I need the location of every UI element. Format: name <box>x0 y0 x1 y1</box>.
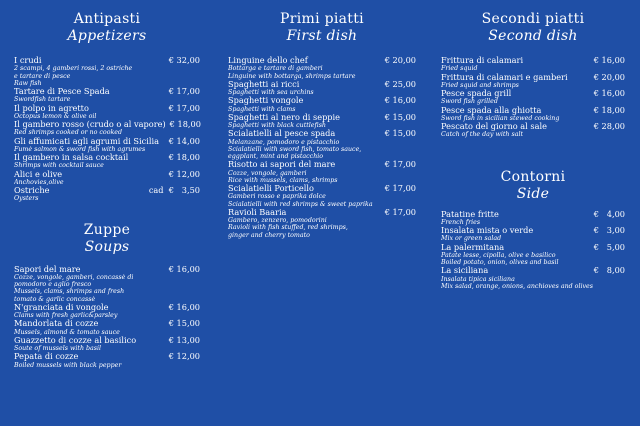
menu-item-row <box>14 352 200 361</box>
menu-item-price: € 16,00 <box>168 263 200 274</box>
column-right <box>441 0 625 290</box>
menu-item-name: Sapori del mare <box>14 263 81 274</box>
menu-item-price: € 8,00 <box>593 265 625 276</box>
menu-item-description: Cozze, vongole, gamberi, concassè di <box>14 273 134 281</box>
menu-item-name: N'granciata di vongole <box>14 301 109 312</box>
menu-item-price: € 15,00 <box>384 111 416 122</box>
section-secondi-piatti <box>441 11 625 139</box>
primi-subtitle: First dish <box>286 28 358 44</box>
menu-item-price: € 12,00 <box>168 351 200 362</box>
menu-item-price: € 16,00 <box>593 55 625 65</box>
menu-item-price: € 18,00 <box>593 104 625 115</box>
menu-item-row <box>14 104 200 113</box>
menu-item-price: € 20,00 <box>384 55 416 65</box>
menu-item <box>14 56 200 87</box>
menu-item-price: € 13,00 <box>168 334 200 345</box>
menu-item-price: € 4,00 <box>593 208 625 219</box>
menu-item-description: Clams with fresh garlic&parsley <box>14 312 118 320</box>
menu-item <box>228 208 416 239</box>
menu-item-name: Gli affumicati agli agrumi di Sicilia <box>14 135 159 146</box>
menu-item-description: Oysters <box>14 195 39 203</box>
menu-item-row <box>228 129 416 138</box>
menu-item-description: tomato & garlic concassè <box>14 295 96 303</box>
menu-item-price: € 17,00 <box>384 206 416 217</box>
zuppe-subtitle: Soups <box>84 238 130 255</box>
menu-item-name: Pescato del giorno al sale <box>441 121 547 131</box>
menu-item-row <box>228 80 416 89</box>
menu-item-name: Spaghetti al nero di seppie <box>228 111 341 122</box>
menu-item <box>228 113 416 130</box>
menu-item-row <box>14 56 200 65</box>
menu-item-description: Bottarga e tartare di gamberi <box>228 65 323 73</box>
menu-item-row <box>441 210 625 219</box>
menu-item-name: Frittura di calamari e gamberi <box>441 71 568 82</box>
menu-item-price: € 28,00 <box>593 121 625 131</box>
zuppe-title: Zuppe <box>83 221 131 238</box>
menu-item-description: Catch of the day with salt <box>441 131 523 139</box>
secondi-title: Secondi piatti <box>481 11 585 27</box>
menu-item-description: Boiled potato, onion, olives and basil <box>441 259 559 266</box>
menu-item-row <box>441 89 625 98</box>
menu-item-row <box>441 122 625 131</box>
menu-item-description: French fries <box>441 218 481 226</box>
menu-item-description: Mix or green salad <box>441 235 502 243</box>
menu-item-description: Fumè salmon & sword fish with agrumes <box>14 145 146 153</box>
menu-item <box>14 265 200 303</box>
menu-item-description: Spaghetti with black cuttlefish <box>228 122 326 129</box>
menu-item-price: € 16,00 <box>384 95 416 106</box>
menu-item-name: Spaghetti vongole <box>228 95 304 106</box>
antipasti-subtitle: Appetizers <box>67 28 147 44</box>
menu-item-row <box>441 73 625 82</box>
menu-item-row <box>14 265 200 274</box>
zuppe-item-list <box>14 265 200 369</box>
menu-item-description: Swordfish tartare <box>14 96 71 104</box>
menu-item-price: € 17,00 <box>168 102 200 113</box>
menu-item-row <box>441 243 625 252</box>
menu-item-price: cad € 3,50 <box>148 185 200 196</box>
menu-item-row <box>14 120 200 129</box>
menu-item <box>14 352 200 369</box>
menu-item-price: € 16,00 <box>168 301 200 312</box>
menu-item-name: La palermitana <box>441 241 505 252</box>
menu-item-name: Pesce spada alla ghiotta <box>441 104 542 115</box>
section-zuppe <box>14 222 200 369</box>
menu-item <box>441 210 625 227</box>
menu-item-description: Ravioli with fish stuffed, red shrimps, <box>228 224 348 232</box>
column-middle <box>228 0 416 239</box>
menu-item <box>228 129 416 160</box>
menu-item-name: Tartare di Pesce Spada <box>14 86 110 97</box>
menu-item-description: Rice with mussels, clams, shrimps <box>228 176 338 184</box>
menu-item-name: Il gambero rosso (crudo o al vapore) <box>14 119 166 130</box>
menu-item-description: Octopus lemon & olive oil <box>14 112 97 120</box>
menu-item-name: Patatine fritte <box>441 208 499 219</box>
menu-item-description: Anchovies,olive <box>14 178 64 186</box>
menu-item-row <box>14 186 200 195</box>
menu-item <box>14 87 200 104</box>
menu-item-row <box>441 266 625 275</box>
menu-item <box>228 96 416 113</box>
menu-item-description: Mix salad, orange, onions, anchioves and olives <box>441 282 594 290</box>
menu-item-row <box>228 208 416 217</box>
menu-item-price: € 12,00 <box>168 168 200 179</box>
menu-item-description: Mussels, almond & tomato sauce <box>14 328 120 336</box>
menu-item-row <box>441 56 625 65</box>
contorni-title: Contorni <box>500 168 566 185</box>
menu-item-description: Spaghetti with clams <box>228 105 296 113</box>
menu-item-description: Cozze, vongole, gamberi <box>228 169 307 177</box>
contorni-item-list <box>441 210 625 291</box>
menu-item-name: Frittura di calamari <box>441 55 524 65</box>
menu-item-description: Scialatielli with red shrimps & sweet paprika <box>228 200 373 208</box>
menu-item <box>441 243 625 267</box>
menu-item <box>228 160 416 184</box>
section-primi-piatti <box>228 11 416 239</box>
menu-item-row <box>14 137 200 146</box>
menu-item-description: Red shrimps cooked or no cooked <box>14 129 123 137</box>
menu-item-price: € 32,00 <box>168 55 200 65</box>
menu-item-description: Soute of mussels with basil <box>14 345 102 353</box>
menu-item-row <box>228 113 416 122</box>
menu-item-row <box>14 303 200 312</box>
menu-item-description: Gambero, zenzero, pomodorini <box>228 217 327 225</box>
menu-item-description: Insalata tipica siciliana <box>441 275 515 283</box>
menu-item-price: € 17,00 <box>384 159 416 170</box>
menu-item <box>441 89 625 106</box>
menu-item-price: € 5,00 <box>593 241 625 252</box>
menu-item-row <box>228 96 416 105</box>
menu-item-description: Sword fish grilled <box>441 98 498 106</box>
menu-item-row <box>228 184 416 193</box>
menu-item-name: Pepata di cozze <box>14 351 79 362</box>
menu-item-price: € 25,00 <box>384 78 416 89</box>
menu-item <box>441 106 625 123</box>
menu-item-description: ginger and cherry tomato <box>228 231 310 239</box>
menu-item-row <box>14 170 200 179</box>
menu-item-name: Il gambero in salsa cocktail <box>14 152 129 163</box>
antipasti-item-list <box>14 56 200 203</box>
menu-item-description: Fried squid <box>441 65 478 73</box>
primi-heading <box>228 11 416 45</box>
menu-item <box>441 56 625 73</box>
menu-item-description: e tartare di pesce <box>14 72 71 80</box>
column-left <box>14 0 200 369</box>
menu-item-description: Linguine with bottarga, shrimps tartare <box>228 72 356 80</box>
menu-item <box>441 73 625 90</box>
menu-item-row <box>14 87 200 96</box>
menu-item <box>14 319 200 336</box>
menu-item <box>14 186 200 203</box>
menu-item-row <box>228 56 416 65</box>
menu-item-description: Boiled mussels with black pepper <box>14 361 122 369</box>
menu-item-name: Il polpo in agretto <box>14 102 89 113</box>
section-antipasti <box>14 11 200 203</box>
primi-item-list <box>228 56 416 239</box>
menu-item-row <box>228 160 416 169</box>
menu-item-row <box>441 106 625 115</box>
secondi-item-list <box>441 56 625 139</box>
menu-item-price: € 14,00 <box>168 135 200 146</box>
menu-item-description: Scialatielli with sword fish, tomato sauce, <box>228 145 362 153</box>
contorni-heading <box>441 169 625 203</box>
primi-title: Primi piatti <box>280 11 364 27</box>
menu-item-name: Insalata mista o verde <box>441 225 534 235</box>
menu-item <box>441 226 625 243</box>
menu-item-row <box>441 226 625 235</box>
antipasti-heading <box>14 11 200 45</box>
menu-item-price: € 18,00 <box>168 152 200 163</box>
menu-item-name: Spaghetti ai ricci <box>228 78 300 89</box>
secondi-subtitle: Second dish <box>488 28 578 44</box>
menu-item-price: € 20,00 <box>593 71 625 82</box>
menu-item <box>228 80 416 97</box>
menu-item <box>228 184 416 208</box>
menu-item-description: Patate lesse, cipolla, olive e basilico <box>441 251 556 259</box>
menu-item-name: Scialatielli al pesce spada <box>228 128 336 139</box>
menu-item-price: € 15,00 <box>384 128 416 139</box>
menu-item <box>14 120 200 137</box>
menu-item-description: Mussels, clams, shrimps and fresh <box>14 288 125 296</box>
menu-item <box>14 336 200 353</box>
contorni-subtitle: Side <box>516 185 550 202</box>
menu-item-description: Shrimps with cocktail sauce <box>14 162 104 170</box>
menu-item <box>14 104 200 121</box>
menu-item-name: La siciliana <box>441 265 489 276</box>
menu-item-name: Risotto ai sapori del mare <box>228 159 336 170</box>
menu-item-description: pomodoro e aglio fresco <box>14 281 92 289</box>
menu-item <box>14 153 200 170</box>
menu-item-name: Linguine dello chef <box>228 55 308 65</box>
section-contorni <box>441 169 625 291</box>
menu-item <box>441 122 625 139</box>
menu-item-price: € 17,00 <box>384 183 416 194</box>
menu-item <box>14 303 200 320</box>
menu-item-name: I crudi <box>14 55 42 65</box>
zuppe-heading <box>14 222 200 256</box>
menu-item-name: Ostriche <box>14 185 50 196</box>
menu-item-price: € 17,00 <box>168 86 200 97</box>
menu-item-name: Pesce spada grill <box>441 88 512 98</box>
menu-item-description: eggplant, mint and pistacchio <box>228 153 324 161</box>
menu-item <box>14 170 200 187</box>
menu-item-row <box>14 319 200 328</box>
menu-item-description: Melanzane, pomodoro e pistacchio <box>228 138 340 146</box>
menu-item-price: € 18,00 <box>169 119 201 130</box>
menu-item-row <box>14 153 200 162</box>
menu-item-name: Alici e olive <box>14 168 63 179</box>
menu-item-name: Mandorlata di cozze <box>14 318 99 329</box>
menu-item-price: € 15,00 <box>168 318 200 329</box>
menu-item-description: 2 scampi, 4 gamberi rossi, 2 ostriche <box>14 65 133 73</box>
menu-item-description: Fried squid and shrimps <box>441 81 519 89</box>
menu-item-description: Sword fish in sicilian stewed cooking <box>441 114 560 122</box>
menu-item <box>14 137 200 154</box>
menu-item-price: € 16,00 <box>593 88 625 98</box>
menu-item <box>228 56 416 80</box>
menu-item-row <box>14 336 200 345</box>
menu-item-name: Scialatielli Porticello <box>228 183 314 194</box>
menu-item-description: Gamberi rosso e paprika dolce <box>228 193 326 201</box>
antipasti-title: Antipasti <box>73 11 141 27</box>
menu-item-description: Raw fish <box>14 79 42 87</box>
menu-item-name: Guazzetto di cozze al basilico <box>14 334 137 345</box>
secondi-heading <box>441 11 625 45</box>
menu-item-name: Ravioli Baaria <box>228 206 287 217</box>
menu-item-description: Spaghetti with sea urchins <box>228 89 314 96</box>
menu-item-price: € 3,00 <box>593 225 625 235</box>
menu-item <box>441 266 625 290</box>
